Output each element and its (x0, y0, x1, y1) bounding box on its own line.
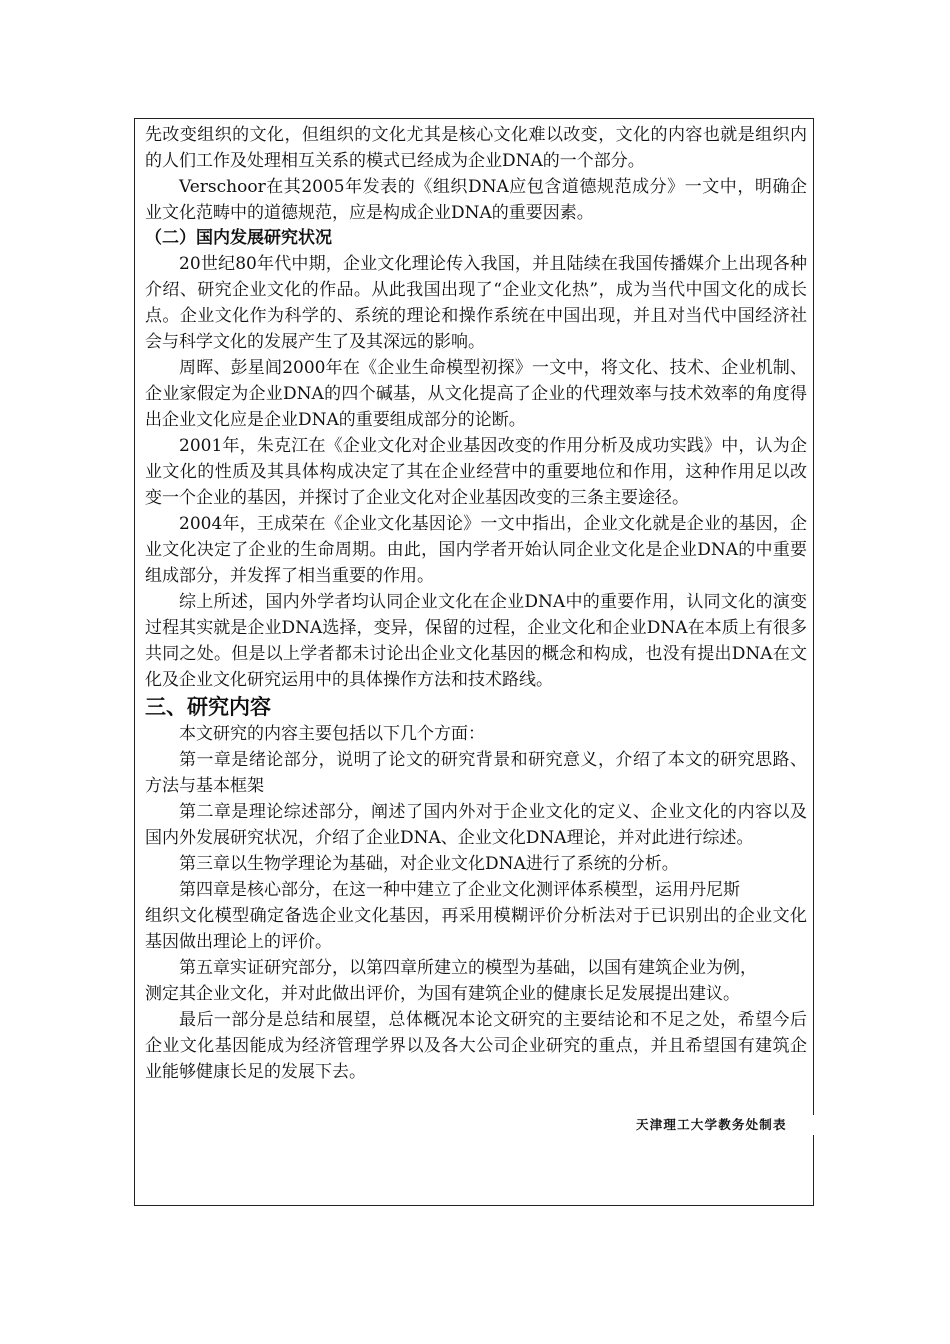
document-body (145, 122, 807, 1085)
paragraph: 组织文化模型确定备选企业文化基因，再采用模糊评价分析法对于已识别出的企业文化基因做出理论上的评价。 (145, 906, 807, 952)
paragraph: 第三章以生物学理论为基础，对企业文化DNA进行了系统的分析。 (179, 854, 679, 874)
paragraph: 先改变组织的文化，但组织的文化尤其是核心文化难以改变，文化的内容也就是组织内的人们工作及处理相互关系的模式已经成为企业DNA的一个部分。 (145, 125, 807, 171)
paragraph: 综上所述，国内外学者均认同企业文化在企业DNA中的重要作用，认同文化的演变过程其实就是企业DNA选择，变异，保留的过程，企业文化和企业DNA在本质上有很多共同之处。但是以上学者都未讨论出企业文化基因的概念和构成，也没有提出DNA在文化及企业文化研究运用中的具体操作方法和技术路线。 (145, 592, 807, 690)
paragraph: 第二章是理论综述部分，阐述了国内外对于企业文化的定义、企业文化的内容以及国内外发展研究状况，介绍了企业DNA、企业文化DNA理论，并对此进行综述。 (145, 802, 807, 848)
paragraph: 第一章是绪论部分，说明了论文的研究背景和研究意义，介绍了本文的研究思路、方法与基本框架 (145, 750, 807, 796)
paragraph: 20世纪80年代中期，企业文化理论传入我国，并且陆续在我国传播媒介上出现各种介绍、研究企业文化的作品。从此我国出现了“企业文化热”，成为当代中国文化的成长点。企业文化作为科学的、系统的理论和操作系统在中国出现，并且对当代中国经济社会与科学文化的发展产生了及其深远的影响。 (145, 254, 807, 352)
paragraph: Verschoor在其2005年发表的《组织DNA应包含道德规范成分》一文中，明确企业文化范畴中的道德规范，应是构成企业DNA的重要因素。 (145, 177, 807, 223)
paragraph: 周晖、彭星闾2000年在《企业生命模型初探》一文中，将文化、技术、企业机制、企业家假定为企业DNA的四个碱基，从文化提高了企业的代理效率与技术效率的角度得出企业文化应是企业DNA的重要组成部分的论断。 (145, 358, 807, 430)
paragraph: 测定其企业文化，并对此做出评价，为国有建筑企业的健康长足发展提出建议。 (145, 984, 740, 1004)
issuer-stamp: 天津理工大学教务处制表 (636, 1115, 822, 1135)
paragraph: 第四章是核心部分，在这一种中建立了企业文化测评体系模型，运用丹尼斯 (179, 880, 740, 900)
paragraph: 最后一部分是总结和展望，总体概况本论文研究的主要结论和不足之处，希望今后企业文化基因能成为经济管理学界以及各大公司企业研究的重点，并且希望国有建筑企业能够健康长足的发展下去。 (145, 1010, 807, 1082)
paragraph: 2004年，王成荣在《企业文化基因论》一文中指出，企业文化就是企业的基因，企业文化决定了企业的生命周期。由此，国内学者开始认同企业文化是企业DNA的中重要组成部分，并发挥了相当重要的作用。 (145, 514, 807, 586)
paragraph: 2001年，朱克江在《企业文化对企业基因改变的作用分析及成功实践》中，认为企业文化的性质及其具体构成决定了其在企业经营中的重要地位和作用，这种作用足以改变一个企业的基因，并探讨了企业文化对企业基因改变的三条主要途径。 (145, 436, 807, 508)
section-heading: 三、研究内容 (145, 694, 271, 719)
section-subheading: （二）国内发展研究状况 (145, 228, 332, 248)
paragraph: 本文研究的内容主要包括以下几个方面： (179, 724, 485, 744)
paragraph: 第五章实证研究部分，以第四章所建立的模型为基础，以国有建筑企业为例， (179, 958, 757, 978)
